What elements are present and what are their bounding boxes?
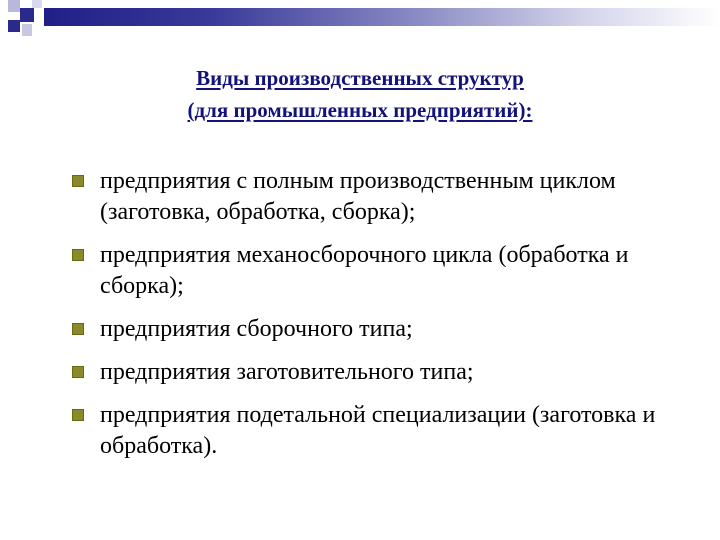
slide-title-line-2: (для промышленных предприятий): (187, 98, 533, 122)
square-bullet-icon (72, 409, 84, 421)
bullet-text: предприятия механосборочного цикла (обработка и сборка); (100, 242, 629, 299)
list-item (72, 400, 692, 462)
bullet-text: предприятия подетальной специализации (заготовка и обработка). (100, 402, 656, 459)
slide-title (60, 62, 660, 126)
header-gradient-band (44, 8, 720, 26)
bullet-text: предприятия с полным производственным циклом (заготовка, обработка, сборка); (100, 168, 616, 225)
square-bullet-icon (72, 323, 84, 335)
decor-square (8, 0, 20, 12)
decor-square (20, 8, 34, 22)
decor-square (22, 24, 32, 36)
decor-square (8, 20, 20, 32)
bullet-list (72, 166, 692, 474)
list-item (72, 166, 692, 228)
bullet-text: предприятия заготовительного типа; (100, 359, 474, 385)
decor-square (32, 0, 42, 8)
list-item (72, 314, 692, 345)
list-item (72, 240, 692, 302)
square-bullet-icon (72, 366, 84, 378)
square-bullet-icon (72, 249, 84, 261)
square-bullet-icon (72, 175, 84, 187)
list-item (72, 357, 692, 388)
slide-title-line-1: Виды производственных структур (196, 66, 524, 90)
bullet-text: предприятия сборочного типа; (100, 316, 413, 342)
